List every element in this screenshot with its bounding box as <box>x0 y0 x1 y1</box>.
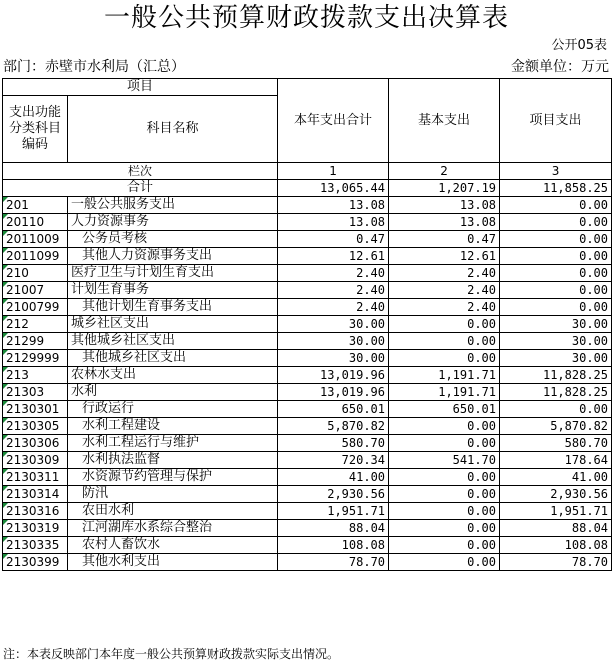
total-column-header: 本年支出合计 <box>278 79 389 163</box>
row-name: 其他人力资源事务支出 <box>68 248 278 265</box>
table-row <box>3 282 612 299</box>
row-code: 20110 <box>3 214 68 231</box>
table-row <box>3 350 612 367</box>
row-code: 2130311 <box>3 469 68 486</box>
row-name: 水利工程建设 <box>68 418 278 435</box>
table-row <box>3 299 612 316</box>
project-column-header: 项目支出 <box>500 79 612 163</box>
row-code: 2130335 <box>3 537 68 554</box>
row-code: 21303 <box>3 384 68 401</box>
basic-column-header: 基本支出 <box>389 79 500 163</box>
table-row <box>3 435 612 452</box>
row-basic: 0.00 <box>389 418 500 435</box>
total-basic: 1,207.19 <box>389 180 500 197</box>
row-project: 88.04 <box>500 520 612 537</box>
row-total: 580.70 <box>278 435 389 452</box>
row-code: 212 <box>3 316 68 333</box>
table-row <box>3 197 612 214</box>
row-project: 5,870.82 <box>500 418 612 435</box>
row-name: 水利 <box>68 384 278 401</box>
row-name: 计划生育事务 <box>68 282 278 299</box>
row-code: 2130301 <box>3 401 68 418</box>
row-basic: 0.00 <box>389 537 500 554</box>
department-label: 部门：赤壁市水利局（汇总） <box>3 59 185 75</box>
row-basic: 12.61 <box>389 248 500 265</box>
row-code: 2130309 <box>3 452 68 469</box>
row-project: 2,930.56 <box>500 486 612 503</box>
table-row <box>3 503 612 520</box>
row-basic: 2.40 <box>389 299 500 316</box>
name-column-header: 科目名称 <box>68 96 278 163</box>
row-project: 0.00 <box>500 299 612 316</box>
row-name: 水利工程运行与维护 <box>68 435 278 452</box>
row-total: 30.00 <box>278 316 389 333</box>
row-name: 其他城乡社区支出 <box>68 333 278 350</box>
row-total: 88.04 <box>278 520 389 537</box>
row-project: 108.08 <box>500 537 612 554</box>
row-total: 2.40 <box>278 282 389 299</box>
row-basic: 650.01 <box>389 401 500 418</box>
row-name: 江河湖库水系综合整治 <box>68 520 278 537</box>
column-number: 1 <box>278 163 389 180</box>
row-basic: 0.00 <box>389 520 500 537</box>
table-row <box>3 418 612 435</box>
table-row <box>3 554 612 571</box>
row-total: 13.08 <box>278 214 389 231</box>
row-basic: 0.00 <box>389 316 500 333</box>
row-project: 41.00 <box>500 469 612 486</box>
expenditure-table <box>2 78 612 571</box>
row-code: 2129999 <box>3 350 68 367</box>
row-project: 0.00 <box>500 401 612 418</box>
row-project: 0.00 <box>500 248 612 265</box>
column-number: 2 <box>389 163 500 180</box>
row-code: 21299 <box>3 333 68 350</box>
row-basic: 0.00 <box>389 469 500 486</box>
table-row <box>3 333 612 350</box>
table-row <box>3 401 612 418</box>
row-total: 1,951.71 <box>278 503 389 520</box>
row-code: 2130316 <box>3 503 68 520</box>
row-project: 0.00 <box>500 214 612 231</box>
row-name: 城乡社区支出 <box>68 316 278 333</box>
row-project: 11,828.25 <box>500 367 612 384</box>
row-project: 0.00 <box>500 197 612 214</box>
row-basic: 1,191.71 <box>389 384 500 401</box>
row-project: 30.00 <box>500 350 612 367</box>
row-total: 12.61 <box>278 248 389 265</box>
table-row <box>3 469 612 486</box>
table-row <box>3 537 612 554</box>
row-project: 0.00 <box>500 231 612 248</box>
row-name: 一般公共服务支出 <box>68 197 278 214</box>
row-project: 580.70 <box>500 435 612 452</box>
row-basic: 0.00 <box>389 435 500 452</box>
row-total: 41.00 <box>278 469 389 486</box>
row-basic: 1,191.71 <box>389 367 500 384</box>
column-number: 3 <box>500 163 612 180</box>
row-total: 30.00 <box>278 333 389 350</box>
row-name: 行政运行 <box>68 401 278 418</box>
row-project: 178.64 <box>500 452 612 469</box>
table-row <box>3 486 612 503</box>
row-name: 其他计划生育事务支出 <box>68 299 278 316</box>
table-row <box>3 367 612 384</box>
row-total: 108.08 <box>278 537 389 554</box>
row-code: 21007 <box>3 282 68 299</box>
table-row <box>3 248 612 265</box>
row-project: 11,828.25 <box>500 384 612 401</box>
row-total: 0.47 <box>278 231 389 248</box>
row-name: 防汛 <box>68 486 278 503</box>
table-row <box>3 452 612 469</box>
row-code: 2011009 <box>3 231 68 248</box>
row-basic: 2.40 <box>389 282 500 299</box>
row-total: 2,930.56 <box>278 486 389 503</box>
row-name: 水资源节约管理与保护 <box>68 469 278 486</box>
table-row <box>3 520 612 537</box>
form-number: 公开05表 <box>551 38 607 53</box>
row-project: 0.00 <box>500 265 612 282</box>
row-name: 农林水支出 <box>68 367 278 384</box>
row-name: 水利执法监督 <box>68 452 278 469</box>
row-project: 78.70 <box>500 554 612 571</box>
footnote: 注：本表反映部门本年度一般公共预算财政拨款实际支出情况。 <box>3 647 340 661</box>
row-basic: 0.47 <box>389 231 500 248</box>
row-total: 650.01 <box>278 401 389 418</box>
total-project: 11,858.25 <box>500 180 612 197</box>
unit-label: 金额单位：万元 <box>511 59 609 75</box>
row-code: 2130399 <box>3 554 68 571</box>
row-name: 农田水利 <box>68 503 278 520</box>
project-header: 项目 <box>3 79 278 96</box>
row-project: 0.00 <box>500 282 612 299</box>
row-code: 210 <box>3 265 68 282</box>
row-total: 78.70 <box>278 554 389 571</box>
row-total: 13.08 <box>278 197 389 214</box>
total-row <box>3 180 612 197</box>
row-total: 5,870.82 <box>278 418 389 435</box>
row-basic: 0.00 <box>389 350 500 367</box>
row-total: 13,019.96 <box>278 384 389 401</box>
row-code: 2130314 <box>3 486 68 503</box>
row-basic: 0.00 <box>389 554 500 571</box>
row-code: 2130306 <box>3 435 68 452</box>
row-project: 30.00 <box>500 316 612 333</box>
row-basic: 13.08 <box>389 197 500 214</box>
total-label: 合计 <box>3 180 278 197</box>
table-row <box>3 265 612 282</box>
row-total: 720.34 <box>278 452 389 469</box>
row-basic: 541.70 <box>389 452 500 469</box>
table-row <box>3 384 612 401</box>
row-basic: 0.00 <box>389 503 500 520</box>
row-code: 2100799 <box>3 299 68 316</box>
row-basic: 0.00 <box>389 486 500 503</box>
total-amount: 13,065.44 <box>278 180 389 197</box>
row-code: 213 <box>3 367 68 384</box>
table-row <box>3 214 612 231</box>
row-project: 30.00 <box>500 333 612 350</box>
table-row <box>3 316 612 333</box>
row-name: 医疗卫生与计划生育支出 <box>68 265 278 282</box>
row-basic: 0.00 <box>389 333 500 350</box>
row-code: 2130319 <box>3 520 68 537</box>
row-basic: 2.40 <box>389 265 500 282</box>
page-title: 一般公共预算财政拨款支出决算表 <box>103 3 509 33</box>
table-row <box>3 231 612 248</box>
row-name: 公务员考核 <box>68 231 278 248</box>
row-basic: 13.08 <box>389 214 500 231</box>
row-total: 13,019.96 <box>278 367 389 384</box>
row-name: 其他城乡社区支出 <box>68 350 278 367</box>
row-name: 人力资源事务 <box>68 214 278 231</box>
row-total: 30.00 <box>278 350 389 367</box>
code-column-header: 支出功能分类科目编码 <box>3 96 68 163</box>
row-project: 1,951.71 <box>500 503 612 520</box>
row-total: 2.40 <box>278 299 389 316</box>
row-code: 201 <box>3 197 68 214</box>
row-name: 农村人畜饮水 <box>68 537 278 554</box>
row-total: 2.40 <box>278 265 389 282</box>
row-name: 其他水利支出 <box>68 554 278 571</box>
row-code: 2130305 <box>3 418 68 435</box>
row-label-header: 栏次 <box>3 163 278 180</box>
row-code: 2011099 <box>3 248 68 265</box>
